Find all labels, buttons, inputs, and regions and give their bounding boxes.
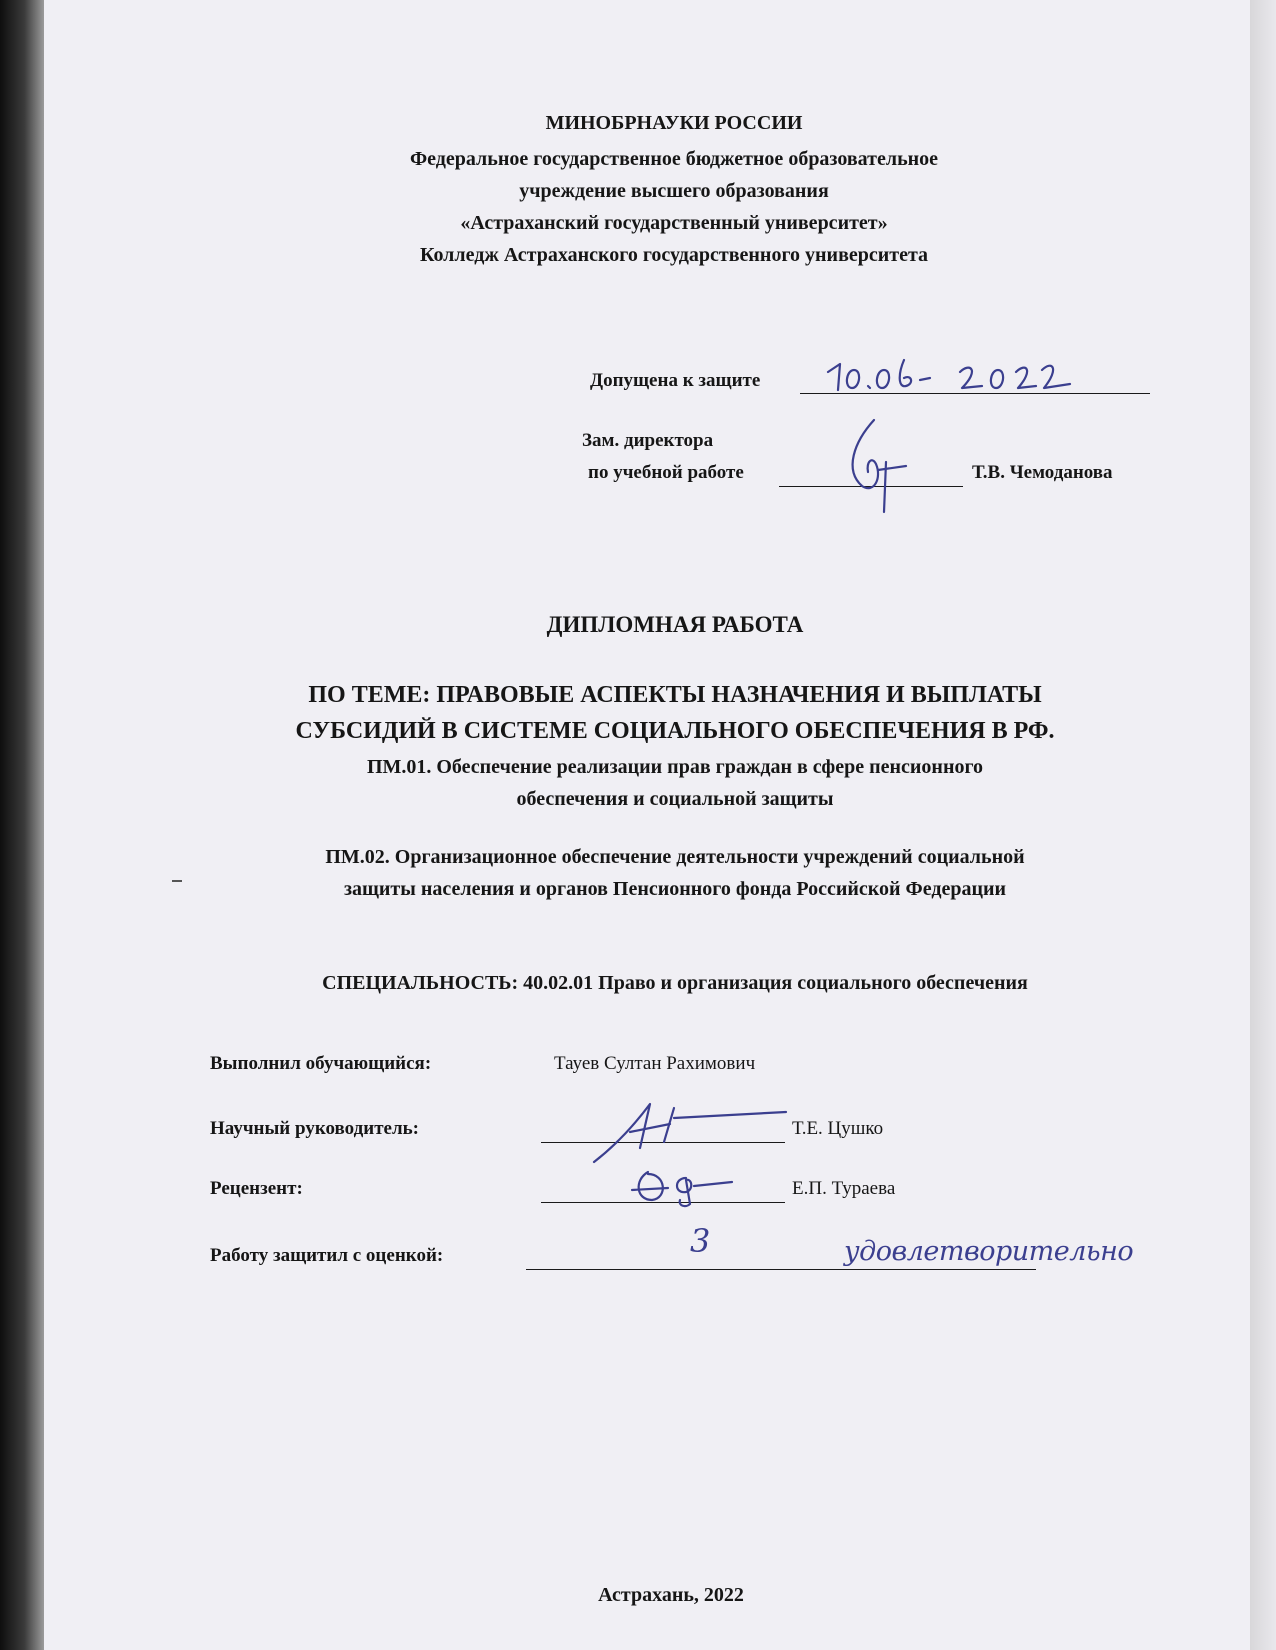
module-2-line-1: ПМ.02. Организационное обеспечение деятельности учреждений социальной (325, 846, 1025, 868)
reviewer-label: Рецензент: (210, 1178, 303, 1199)
module-2-line-2: защиты населения и органов Пенсионного фонда Российской Федерации (343, 878, 1007, 900)
advisor-name: Т.Е. Цушко (792, 1118, 884, 1139)
reviewer-name: Е.П. Тураева (792, 1178, 896, 1199)
handwritten-admission-date (820, 350, 1080, 400)
student-label: Выполнил обучающийся: (210, 1053, 432, 1074)
grade-line (526, 1269, 1036, 1270)
institution-line-1: Федеральное государственное бюджетное образовательное (409, 148, 939, 170)
city-year: Астрахань, 2022 (598, 1584, 744, 1606)
advisor-signature (590, 1098, 790, 1168)
institution-line-2: учреждение высшего образования (519, 180, 829, 202)
reviewer-signature (628, 1160, 738, 1210)
university-name: «Астраханский государственный университет» (460, 212, 888, 234)
module-1-line-2: обеспечения и социальной защиты (516, 788, 834, 810)
deputy-title-line-2: по учебной работе (588, 462, 744, 483)
topic-line-2: СУБСИДИЙ В СИСТЕМЕ СОЦИАЛЬНОГО ОБЕСПЕЧЕНИЯ В РФ. (295, 718, 1055, 744)
handwritten-grade-number: 3 (690, 1222, 711, 1260)
document-page (44, 0, 1250, 1650)
college-name: Колледж Астраханского государственного университета (419, 244, 929, 266)
specialty-line: СПЕЦИАЛЬНОСТЬ: 40.02.01 Право и организация социального обеспечения (322, 972, 1028, 994)
deputy-signature (814, 412, 934, 522)
topic-line-1: ПО ТЕМЕ: ПРАВОВЫЕ АСПЕКТЫ НАЗНАЧЕНИЯ И ВЫПЛАТЫ (308, 682, 1042, 708)
handwritten-grade-word: удовлетворительно (844, 1236, 1134, 1267)
deputy-name: Т.В. Чемоданова (972, 462, 1113, 483)
student-name: Тауев Султан Рахимович (554, 1053, 756, 1074)
work-type-title: ДИПЛОМНАЯ РАБОТА (546, 612, 804, 637)
ministry-heading: МИНОБРНАУКИ РОССИИ (545, 112, 803, 134)
advisor-label: Научный руководитель: (210, 1118, 419, 1139)
scan-mark (172, 880, 182, 882)
grade-label: Работу защитил с оценкой: (210, 1245, 444, 1266)
module-1-line-1: ПМ.01. Обеспечение реализации прав граждан в сфере пенсионного (366, 756, 984, 778)
admission-label: Допущена к защите (590, 370, 761, 391)
deputy-title-line-1: Зам. директора (582, 430, 714, 451)
scanner-edge-left (0, 0, 44, 1650)
